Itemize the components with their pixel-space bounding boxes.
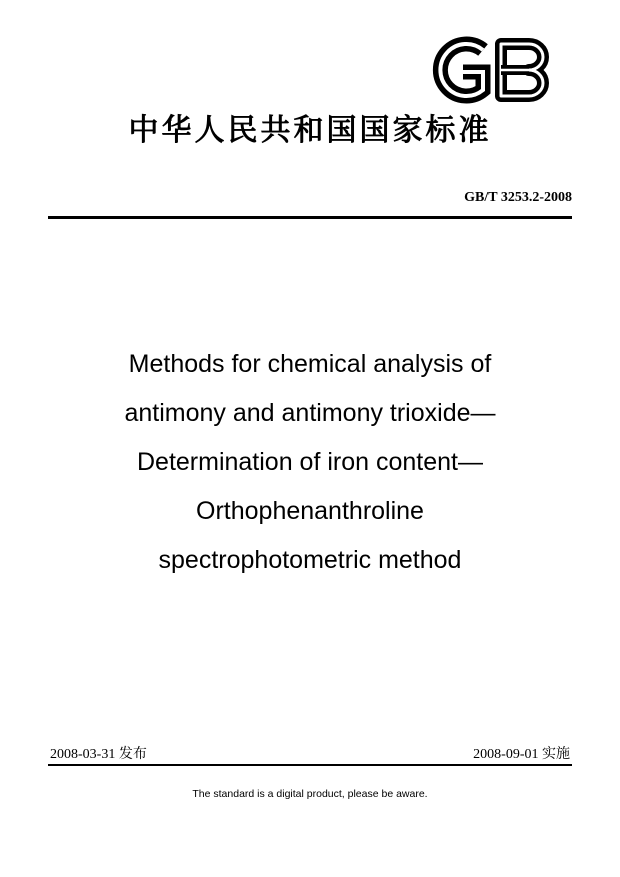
document-title (0, 340, 620, 585)
footer-note: The standard is a digital product, please be aware. (192, 788, 428, 800)
issue-date: 2008-03-31 发布 (50, 747, 147, 762)
implementation-date: 2008-09-01 实施 (473, 747, 570, 762)
title-line: antimony and antimony trioxide— (124, 399, 496, 427)
organization-title: 中华人民共和国国家标准 (128, 113, 492, 148)
title-line: spectrophotometric method (158, 546, 462, 574)
standard-number: GB/T 3253.2-2008 (464, 190, 572, 205)
title-line: Determination of iron content— (136, 448, 483, 476)
title-line: Orthophenanthroline (196, 497, 424, 525)
gb-logo-graphic (440, 44, 543, 96)
title-line: Methods for chemical analysis of (128, 350, 492, 378)
footer-divider (48, 764, 572, 766)
gb-logo (425, 36, 557, 104)
header-divider (48, 216, 572, 219)
